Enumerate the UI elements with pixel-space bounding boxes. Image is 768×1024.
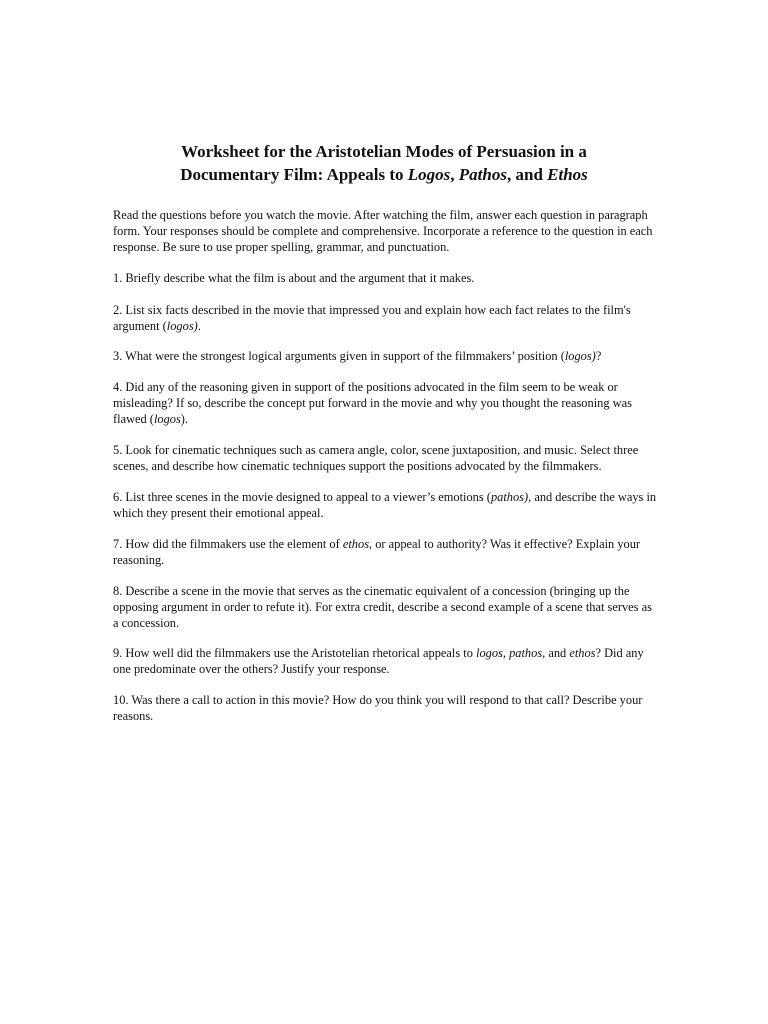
question-9-sep-1: ,	[502, 646, 510, 660]
question-9-sep-2: , and	[542, 646, 570, 660]
question-9-logos: logos	[476, 646, 503, 660]
question-9-ethos: ethos	[569, 646, 596, 660]
question-7-emphasis: ethos	[342, 537, 370, 551]
question-4-end: ).	[180, 412, 189, 426]
title-line-2-prefix: Documentary Film: Appeals to	[180, 165, 408, 184]
title-pathos: Pathos	[458, 165, 507, 184]
worksheet-title	[0, 140, 768, 186]
title-and: , and	[506, 165, 548, 184]
question-2-end: .	[197, 319, 201, 333]
question-9-text: 9. How well did the filmmakers use the Aristotelian rhetorical appeals to	[113, 646, 477, 660]
question-4-text: 4. Did any of the reasoning given in support of the positions advocated in the film seem to be weak or misleading? If so, describe the concept put forward in the movie and why you thought the reasoning was flawed (	[113, 380, 632, 426]
question-8: 8. Describe a scene in the movie that serves as the cinematic equivalent of a concession (bringing up the opposing argument in order to refute it). For extra credit, describe a second example of a scene that serves as a concession.	[113, 584, 652, 630]
question-6	[113, 489, 658, 521]
question-6-emphasis: pathos),	[490, 490, 532, 504]
question-9	[113, 645, 658, 677]
intro-paragraph: Read the questions before you watch the movie. After watching the film, answer each question in paragraph form. Your responses should be complete and comprehensive. Incorporate a reference to the question in each response. Be sure to use proper spelling, grammar, and punctuation.	[113, 208, 653, 254]
question-9-end: ? Did any one predominate over the others? Justify your response.	[113, 646, 644, 676]
title-comma: ,	[450, 165, 459, 184]
question-1: 1. Briefly describe what the film is about and the argument that it makes.	[113, 271, 475, 285]
question-6-text: 6. List three scenes in the movie designed to appeal to a viewer’s emotions (	[113, 490, 491, 504]
question-9-pathos: pathos	[509, 646, 543, 660]
question-4	[113, 379, 658, 427]
question-7-end: , or appeal to authority? Was it effective? Explain your reasoning.	[113, 537, 641, 567]
question-4-emphasis: logos	[153, 412, 181, 426]
question-10: 10. Was there a call to action in this movie? How do you think you will respond to that call? Describe your reasons.	[113, 693, 643, 723]
question-3-end: ?	[595, 349, 602, 363]
question-3-emphasis: logos)	[564, 349, 596, 363]
question-2	[113, 302, 658, 334]
question-3	[113, 348, 658, 364]
question-3-text: 3. What were the strongest logical arguments given in support of the filmmakers’ position (	[113, 349, 565, 363]
question-7-text: 7. How did the filmmakers use the element of	[113, 537, 343, 551]
title-ethos: Ethos	[547, 165, 588, 184]
question-2-text: 2. List six facts described in the movie that impressed you and explain how each fact relates to the film's argument (	[113, 303, 631, 333]
title-line-2	[0, 163, 768, 186]
title-line-1: Worksheet for the Aristotelian Modes of Persuasion in a	[181, 142, 587, 161]
title-logos: Logos	[407, 165, 451, 184]
question-6-end: and describe the ways in which they present their emotional appeal.	[113, 490, 657, 520]
question-7	[113, 536, 658, 568]
question-2-emphasis: logos)	[166, 319, 198, 333]
question-5: 5. Look for cinematic techniques such as camera angle, color, scene juxtaposition, and music. Select three scenes, and describe how cinematic techniques support the positions advocated by the filmmakers.	[113, 443, 639, 473]
